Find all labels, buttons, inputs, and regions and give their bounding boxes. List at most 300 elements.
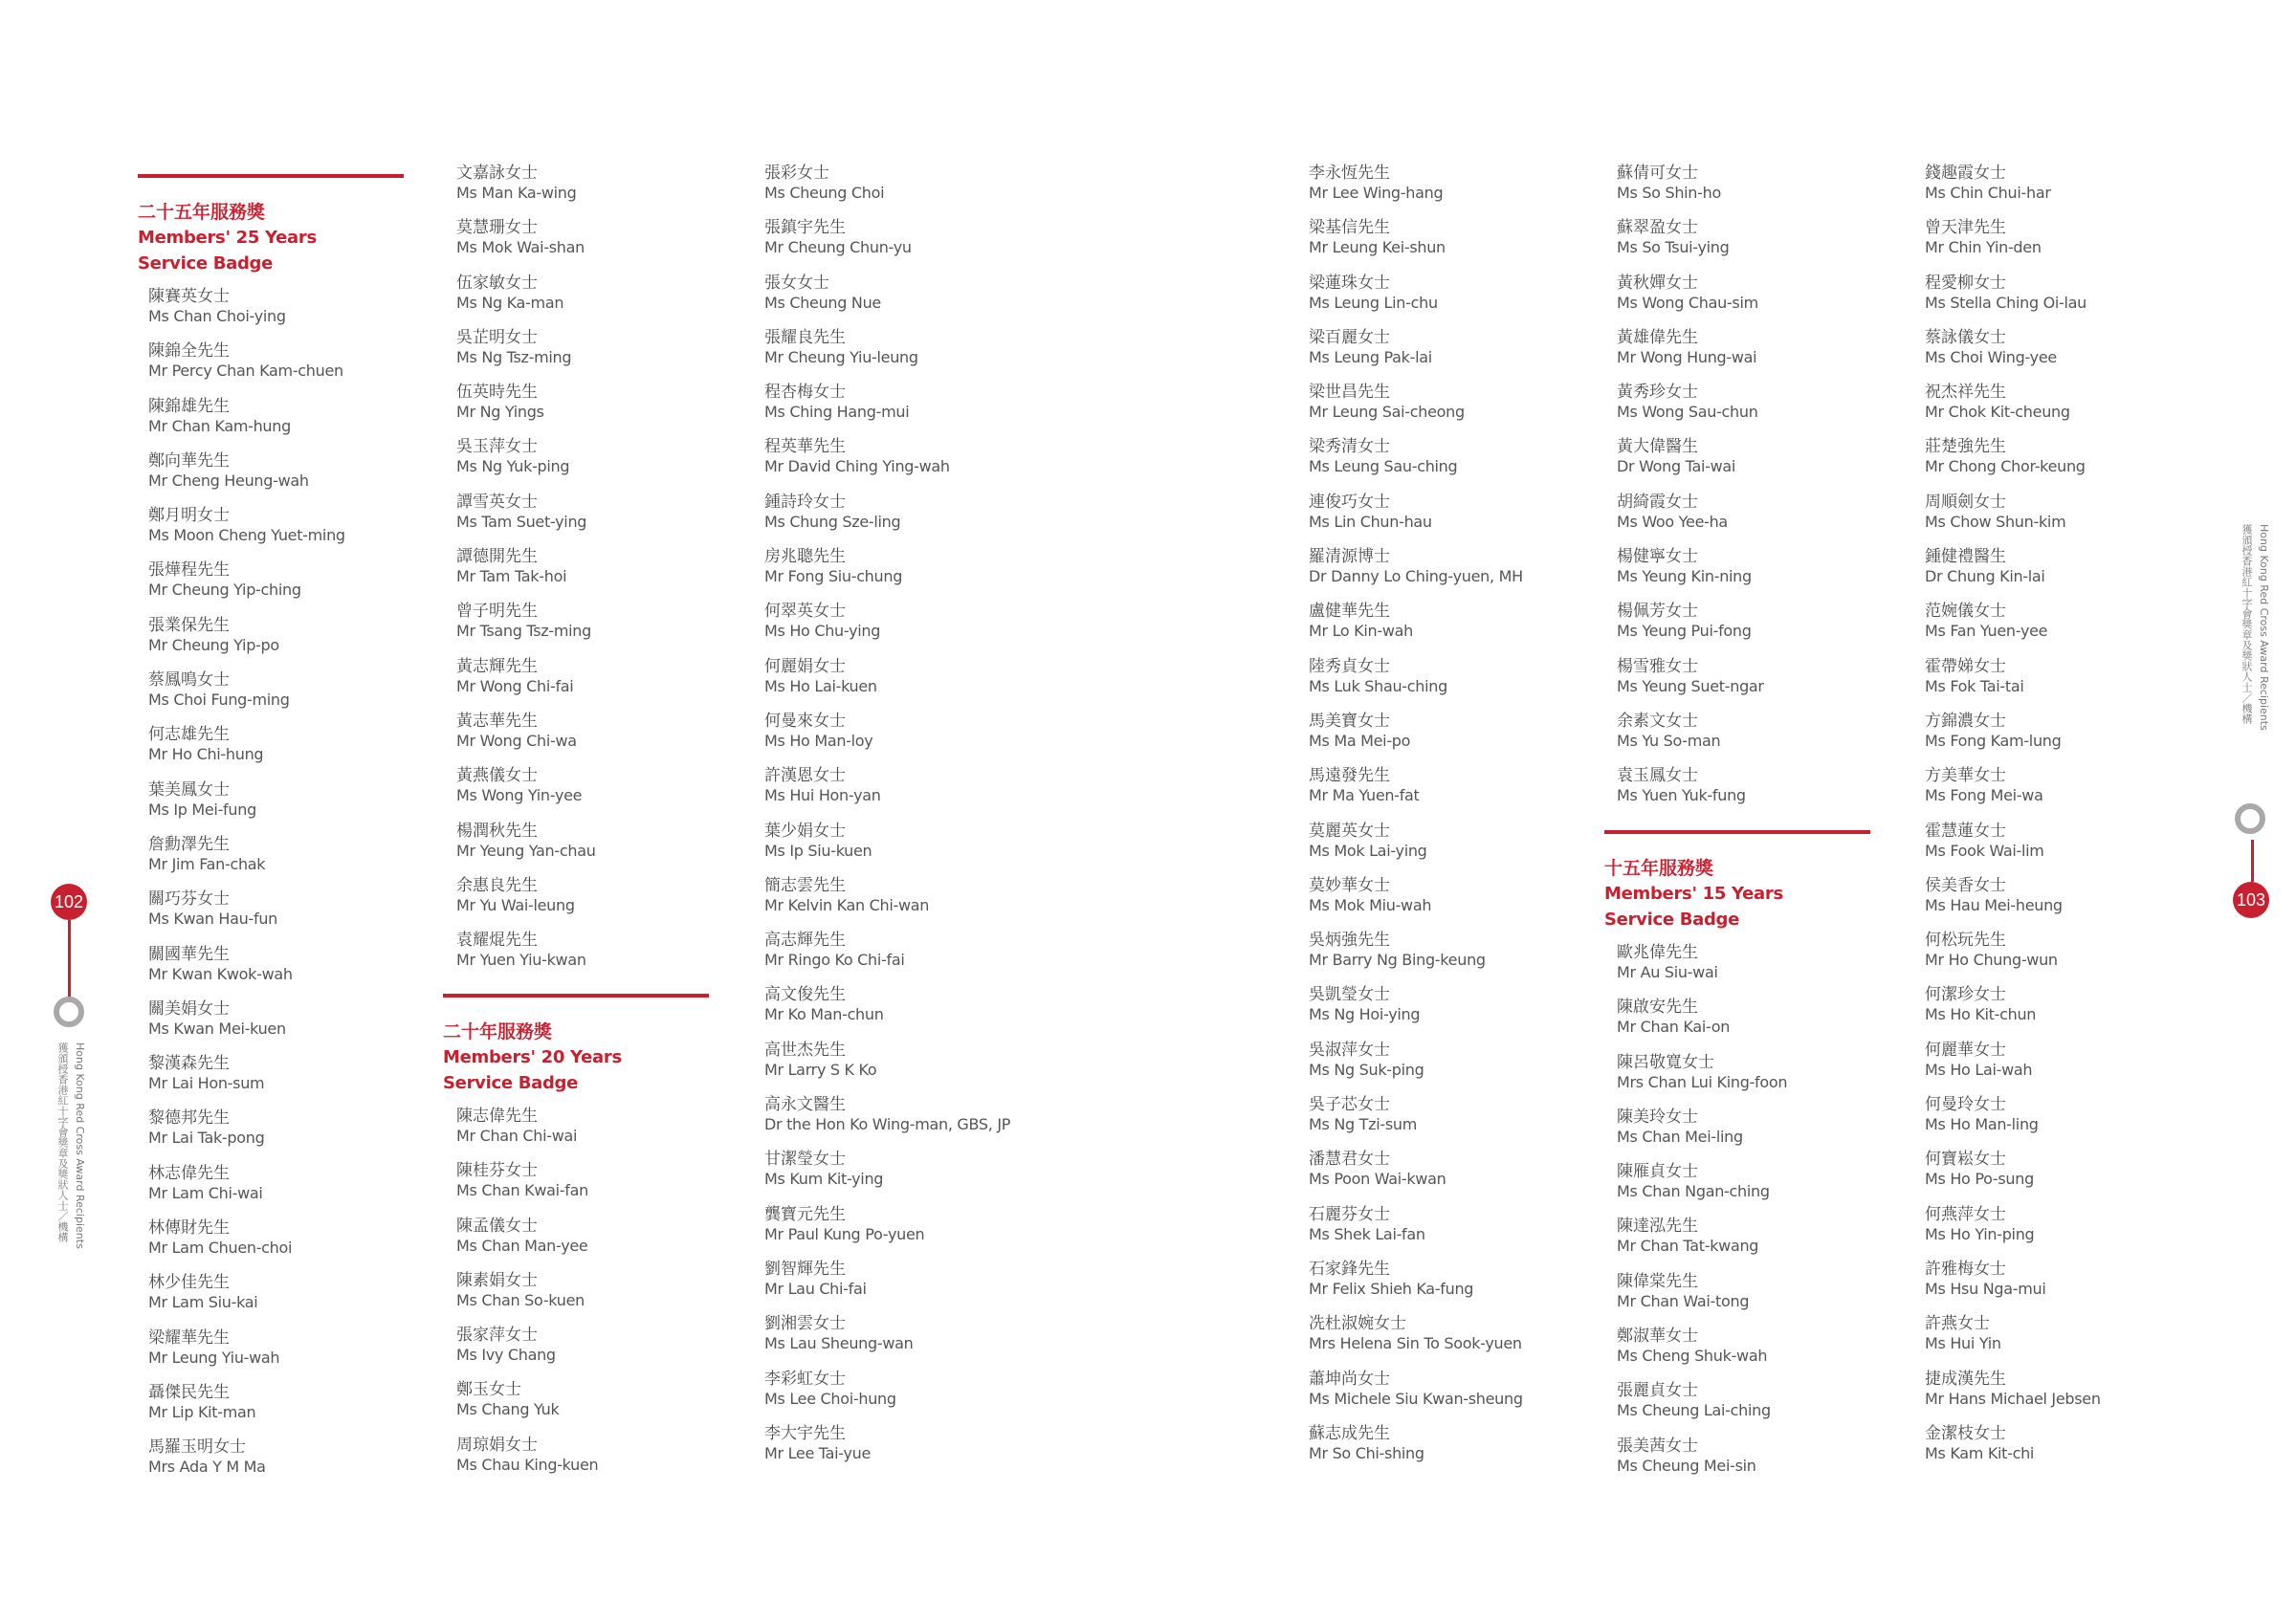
recipient-name-zh: 高永文醫生 [764,1095,846,1115]
recipient-entry [764,1423,1042,1478]
recipient-entry [764,273,1042,327]
recipient-entry [148,1163,426,1217]
recipient-name-en: Ms Moon Cheng Yuet-ming [148,526,345,545]
recipient-name-en: Mr Cheung Yip-ching [148,581,301,600]
recipient-name-en: Mrs Ada Y M Ma [148,1458,266,1477]
recipient-name-zh: 莫妙華女士 [1309,875,1390,895]
recipient-entry [1309,930,1586,984]
recipient-entry [456,1216,734,1270]
recipient-name-zh: 吳炳強先生 [1309,931,1390,951]
recipient-entry [148,779,426,834]
recipient-name-en: Ms Mok Miu-wah [1309,895,1432,914]
recipient-name-en: Mr Lee Tai-yue [764,1443,871,1462]
recipient-name-en: Ms Hui Hon-yan [764,786,881,805]
recipient-entry [148,998,426,1053]
recipient-name-zh: 馬美寶女士 [1309,711,1390,731]
section-title-en: Members' 20 Years [443,1047,622,1067]
recipient-entry [764,436,1042,491]
recipient-name-en: Mr Chin Yin-den [1925,238,2042,257]
recipient-entry [1309,382,1586,436]
recipient-name-en: Ms Chan Kwai-fan [456,1181,588,1200]
recipient-name-en: Ms Chan Ngan-ching [1617,1182,1770,1201]
recipient-name-zh: 何麗娟女士 [764,656,846,676]
page-marker-ring-icon [54,997,84,1027]
section-title-en: Members' 15 Years [1604,884,1783,904]
recipient-name-zh: 梁蓮珠女士 [1309,273,1390,293]
recipient-entry [764,821,1042,875]
recipient-name-en: Mr Kelvin Kan Chi-wan [764,895,930,914]
recipient-entry [1925,327,2202,382]
recipient-name-en: Ms Chan Mei-ling [1617,1127,1743,1146]
recipient-entry [764,711,1042,765]
recipient-entry [1309,1313,1586,1368]
recipient-name-en: Ms Leung Sau-ching [1309,457,1458,476]
recipient-name-zh: 陳呂敬寬女士 [1617,1052,1714,1072]
recipient-entry [1617,942,1894,997]
recipient-entry [1309,546,1586,601]
recipient-entry [148,450,426,505]
recipient-name-en: Ms Ho Kit-chun [1925,1005,2037,1024]
recipient-name-zh: 詹勳澤先生 [148,834,230,854]
recipient-name-zh: 何志雄先生 [148,725,230,745]
recipient-name-zh: 何曼玲女士 [1925,1095,2006,1115]
recipient-entry [1925,1369,2202,1423]
section-title-zh: 十五年服務獎 [1604,858,1714,879]
recipient-entry [1617,1216,1894,1270]
recipient-name-en: Dr Chung Kin-lai [1925,567,2045,586]
recipient-name-en: Ms Choi Fung-ming [148,691,290,710]
recipient-entry [764,382,1042,436]
recipient-name-zh: 程愛柳女士 [1925,273,2006,293]
recipient-entry [1925,1423,2202,1478]
recipient-name-zh: 何寶崧女士 [1925,1150,2006,1170]
recipient-name-en: Mr Tsang Tsz-ming [456,622,591,641]
recipient-name-zh: 黃燕儀女士 [456,766,538,786]
recipient-name-zh: 冼杜淑婉女士 [1309,1314,1406,1334]
recipient-name-zh: 關美娟女士 [148,998,230,1019]
recipient-name-en: Mr Ma Yuen-fat [1309,786,1420,805]
recipient-entry [1925,163,2202,217]
section-title-en: Service Badge [1604,910,1740,930]
recipient-name-zh: 陳雁貞女士 [1617,1162,1698,1182]
recipient-name-en: Mr Paul Kung Po-yuen [764,1224,925,1243]
recipient-entry [764,546,1042,601]
recipient-name-en: Ms Ho Po-sung [1925,1170,2034,1189]
recipient-entry [764,163,1042,217]
recipient-entry [1617,163,1894,217]
recipient-entry [1925,1040,2202,1094]
recipient-entry [1925,711,2202,765]
recipient-entry [1925,273,2202,327]
recipient-entry [1925,1094,2202,1149]
recipient-name-zh: 譚德開先生 [456,547,538,567]
recipient-entry [764,875,1042,930]
recipient-name-en: Ms Cheung Nue [764,293,881,312]
recipient-name-en: Ms Fan Yuen-yee [1925,622,2048,641]
recipient-name-en: Ms Ng Suk-ping [1309,1060,1424,1079]
recipient-entry [764,1094,1042,1149]
recipient-entry [148,669,426,724]
recipient-name-zh: 黎德邦先生 [148,1108,230,1129]
recipient-entry [456,930,734,984]
recipient-name-zh: 蔡詠儀女士 [1925,327,2006,347]
recipient-name-en: Mr David Ching Ying-wah [764,457,950,476]
section-heading-15-years [1604,830,1870,932]
recipient-entry [1925,930,2202,984]
recipient-name-en: Ms Ho Man-ling [1925,1115,2039,1134]
recipient-name-zh: 莫麗英女士 [1309,821,1390,841]
recipient-list-col2b [456,1106,734,1489]
recipient-name-en: Mr Tam Tak-hoi [456,567,567,586]
recipient-entry [456,436,734,491]
recipient-name-zh: 伍英時先生 [456,383,538,403]
recipient-entry [148,396,426,450]
recipient-entry [1309,1094,1586,1149]
recipient-entry [1925,765,2202,820]
recipient-name-zh: 何麗華女士 [1925,1040,2006,1060]
recipient-name-en: Mr Jim Fan-chak [148,854,266,873]
page-number-right: 103 [2233,882,2269,918]
recipient-name-en: Ms Chan So-kuen [456,1290,585,1309]
recipient-entry [456,601,734,655]
recipient-name-en: Ms Man Ka-wing [456,184,577,202]
recipient-name-zh: 程英華先生 [764,437,846,457]
recipient-name-en: Mr Ko Man-chun [764,1005,884,1024]
recipient-entry [1309,492,1586,546]
recipient-entry [1925,1149,2202,1203]
recipient-name-en: Ms Ng Tsz-ming [456,347,572,366]
recipient-entry [148,559,426,614]
recipient-name-zh: 吳淑萍女士 [1309,1040,1390,1060]
recipient-name-en: Mr Lo Kin-wah [1309,622,1413,641]
recipient-entry [1925,1313,2202,1368]
recipient-name-zh: 侯美香女士 [1925,875,2006,895]
recipient-name-zh: 馬羅玉明女士 [148,1437,246,1458]
recipient-name-zh: 張美茜女士 [1617,1436,1698,1456]
recipient-list-col6 [1925,163,2202,1478]
recipient-entry [148,724,426,779]
recipient-list-col4 [1309,163,1586,1478]
recipient-name-zh: 余惠良先生 [456,875,538,895]
recipient-name-en: Ms Luk Shau-ching [1309,676,1447,695]
recipient-name-zh: 捷成漢先生 [1925,1369,2006,1389]
section-rule [138,174,404,178]
recipient-entry [456,327,734,382]
recipient-name-en: Mr Yuen Yiu-kwan [456,951,586,970]
recipient-entry [1617,1380,1894,1435]
recipient-name-zh: 霍帶娣女士 [1925,656,2006,676]
recipient-name-zh: 高世杰先生 [764,1040,846,1060]
recipient-entry [1925,382,2202,436]
recipient-name-en: Mr Lip Kit-man [148,1402,256,1421]
recipient-entry [148,286,426,340]
recipient-name-en: Ms Ng Tzi-sum [1309,1115,1417,1134]
recipient-name-en: Ms Woo Yee-ha [1617,512,1728,531]
recipient-name-en: Mr Chan Chi-wai [456,1127,578,1145]
recipient-name-en: Mr Leung Sai-cheong [1309,403,1465,422]
recipient-entry [1309,1259,1586,1313]
recipient-name-en: Ms Hau Mei-heung [1925,895,2063,914]
recipient-name-zh: 陳素娟女士 [456,1270,538,1290]
recipient-name-en: Dr Danny Lo Ching-yuen, MH [1309,567,1523,586]
recipient-entry [764,217,1042,272]
recipient-name-zh: 袁耀焜先生 [456,931,538,951]
recipient-name-en: Mr Yeung Yan-chau [456,841,596,860]
recipient-entry [1309,765,1586,820]
recipient-entry [456,1435,734,1489]
recipient-name-en: Ms Leung Pak-lai [1309,347,1432,366]
recipient-entry [1617,1271,1894,1326]
recipient-name-en: Mr Lee Wing-hang [1309,184,1444,202]
recipient-entry [1925,656,2202,711]
recipient-entry [764,1149,1042,1203]
recipient-name-zh: 方錦濃女士 [1925,711,2006,731]
recipient-name-en: Ms So Tsui-ying [1617,238,1730,257]
recipient-name-zh: 陳美玲女士 [1617,1107,1698,1127]
recipient-entry [1309,1040,1586,1094]
recipient-name-zh: 程杏梅女士 [764,383,846,403]
recipient-name-zh: 曾子明先生 [456,602,538,622]
recipient-entry [1309,327,1586,382]
recipient-name-en: Ms Ng Yuk-ping [456,457,570,476]
section-rule [443,994,709,998]
recipient-name-zh: 高志輝先生 [764,931,846,951]
recipient-name-en: Mr Leung Yiu-wah [148,1348,280,1367]
recipient-entry [456,273,734,327]
recipient-entry [1925,821,2202,875]
recipient-name-en: Mr Lau Chi-fai [764,1279,867,1298]
recipient-name-en: Ms Ip Mei-fung [148,800,256,819]
recipient-entry [1309,1369,1586,1423]
recipient-name-en: Ms Poon Wai-kwan [1309,1170,1446,1189]
recipient-name-en: Mr Lam Chi-wai [148,1183,263,1202]
recipient-name-zh: 黎漢森先生 [148,1054,230,1074]
recipient-name-zh: 莊楚強先生 [1925,437,2006,457]
recipient-name-zh: 曾天津先生 [1925,218,2006,238]
recipient-name-en: Ms Fong Kam-lung [1925,731,2062,750]
recipient-entry [1617,436,1894,491]
recipient-name-en: Ms Kum Kit-ying [764,1170,884,1189]
recipient-name-zh: 龔寶元先生 [764,1204,846,1224]
recipient-name-zh: 李彩虹女士 [764,1369,846,1389]
recipient-entry [1925,546,2202,601]
recipient-entry [1925,984,2202,1039]
recipient-name-en: Mr Wong Chi-fai [456,676,574,695]
recipient-name-zh: 葉少娟女士 [764,821,846,841]
recipient-name-en: Mr Cheung Yip-po [148,635,279,654]
recipient-name-zh: 陳賽英女士 [148,287,230,306]
recipient-entry [1617,1326,1894,1380]
recipient-name-en: Ms Ng Ka-man [456,293,564,312]
recipient-entry [764,656,1042,711]
recipient-name-en: Mrs Chan Lui King-foon [1617,1072,1788,1091]
recipient-entry [1617,546,1894,601]
recipient-name-en: Mr Ringo Ko Chi-fai [764,951,905,970]
recipient-entry [148,888,426,943]
recipient-name-en: Ms Yuen Yuk-fung [1617,786,1746,805]
recipient-name-zh: 石麗芬女士 [1309,1204,1390,1224]
recipient-entry [456,765,734,820]
recipient-entry [1617,601,1894,655]
recipient-name-zh: 黃大偉醫生 [1617,437,1698,457]
recipient-name-en: Ms Cheung Lai-ching [1617,1401,1771,1420]
recipient-name-en: Ms Cheng Shuk-wah [1617,1347,1768,1366]
recipient-name-en: Mr So Chi-shing [1309,1443,1424,1462]
recipient-name-zh: 馬遠發先生 [1309,766,1390,786]
recipient-entry [1617,1161,1894,1216]
recipient-name-zh: 盧健華先生 [1309,602,1390,622]
section-heading-25-years [138,174,404,276]
recipient-name-zh: 何曼來女士 [764,711,846,731]
recipient-entry [148,1327,426,1382]
recipient-entry [456,656,734,711]
recipient-name-zh: 高文俊先生 [764,985,846,1005]
recipient-name-en: Ms Chung Sze-ling [764,512,901,531]
recipient-name-en: Ms Mok Lai-ying [1309,841,1427,860]
recipient-name-en: Mr Fong Siu-chung [764,567,903,586]
recipient-name-en: Ms Ng Hoi-ying [1309,1005,1421,1024]
recipient-name-en: Ms Stella Ching Oi-lau [1925,293,2087,312]
recipient-entry [148,1382,426,1437]
recipient-entry [1309,821,1586,875]
recipient-name-zh: 林少佳先生 [148,1273,230,1293]
recipient-entry [1309,875,1586,930]
recipient-name-en: Mr Percy Chan Kam-chuen [148,362,343,381]
recipient-name-zh: 蘇翠盈女士 [1617,218,1698,238]
recipient-name-en: Ms Yu So-man [1617,731,1721,750]
recipient-name-zh: 陳錦雄先生 [148,396,230,416]
recipient-name-zh: 鍾健禮醫生 [1925,547,2006,567]
recipient-name-en: Mr Lam Chuen-choi [148,1239,293,1258]
recipient-name-en: Mr Wong Hung-wai [1617,347,1757,366]
section-title-en: Service Badge [443,1073,579,1093]
recipient-entry [1925,217,2202,272]
recipient-entry [1309,1204,1586,1259]
recipient-name-en: Ms Kwan Mei-kuen [148,1019,286,1038]
recipient-name-zh: 陳啟安先生 [1617,998,1698,1018]
recipient-name-zh: 譚雪英女士 [456,492,538,512]
recipient-list-col5a [1617,163,1894,821]
recipient-entry [456,382,734,436]
recipient-name-zh: 陳錦全先生 [148,341,230,362]
recipient-name-en: Mr Barry Ng Bing-keung [1309,951,1486,970]
recipient-entry [1309,436,1586,491]
recipient-name-zh: 吳子芯女士 [1309,1095,1390,1115]
recipient-name-en: Mr Au Siu-wai [1617,963,1718,981]
recipient-name-zh: 胡綺霞女士 [1617,492,1698,512]
recipient-entry [1925,601,2202,655]
recipient-name-en: Mr Felix Shieh Ka-fung [1309,1279,1474,1298]
recipient-entry [1617,656,1894,711]
recipient-name-zh: 羅清源博士 [1309,547,1390,567]
recipient-entry [1309,1423,1586,1478]
recipient-entry [148,1053,426,1108]
recipient-name-zh: 甘潔瑩女士 [764,1150,846,1170]
recipient-name-zh: 劉湘雲女士 [764,1314,846,1334]
recipient-entry [456,1379,734,1434]
recipient-name-en: Mr Chan Kam-hung [148,416,291,435]
section-title-en: Service Badge [138,253,274,274]
recipient-name-zh: 鄭向華先生 [148,450,230,471]
recipient-entry [148,944,426,998]
recipient-entry [148,1437,426,1491]
recipient-name-en: Ms Yeung Suet-ngar [1617,676,1764,695]
recipient-name-en: Mr Ng Yings [456,403,544,422]
page-number-left: 102 [51,884,87,920]
recipient-name-zh: 何松玩先生 [1925,931,2006,951]
recipient-entry [1309,1149,1586,1203]
recipient-name-zh: 范婉儀女士 [1925,602,2006,622]
recipient-name-zh: 金潔枝女士 [1925,1423,2006,1443]
recipient-entry [1925,436,2202,491]
recipient-name-en: Mr Cheung Yiu-leung [764,347,918,366]
recipient-entry [1617,273,1894,327]
recipient-entry [764,930,1042,984]
recipient-entry [456,711,734,765]
recipient-name-en: Ms Chang Yuk [456,1400,560,1419]
recipient-entry [1617,765,1894,820]
recipient-entry [456,1160,734,1215]
recipient-name-en: Ms Ho Lai-wah [1925,1060,2033,1079]
recipient-name-en: Mr Cheung Chun-yu [764,238,912,257]
recipient-name-zh: 張彩女士 [764,164,829,183]
recipient-entry [1617,1107,1894,1161]
recipient-name-zh: 歐兆偉先生 [1617,943,1698,962]
recipient-name-en: Mr Cheng Heung-wah [148,471,309,490]
recipient-name-en: Ms Mok Wai-shan [456,238,585,257]
recipient-name-en: Ms Chan Choi-ying [148,307,286,325]
side-caption-zh-left: 獲頒授香港紅十字會獎章及獎狀人士／機構 [56,1042,69,1242]
recipient-name-en: Ms Hui Yin [1925,1334,2001,1353]
recipient-name-en: Ms Fong Mei-wa [1925,786,2043,805]
recipient-name-en: Ms Shek Lai-fan [1309,1224,1425,1243]
recipient-name-zh: 伍家敏女士 [456,273,538,293]
recipient-name-en: Ms Lee Choi-hung [764,1389,896,1408]
recipient-name-en: Ms Chow Shun-kim [1925,512,2066,531]
side-caption-zh-right: 獲頒授香港紅十字會獎章及獎狀人士／機構 [2241,524,2253,724]
recipient-name-zh: 關巧芬女士 [148,889,230,910]
recipient-entry [1309,217,1586,272]
recipient-entry [148,834,426,888]
recipient-name-zh: 張女女士 [764,273,829,293]
recipient-name-zh: 黃秀珍女士 [1617,383,1698,403]
recipient-name-zh: 陳志偉先生 [456,1107,538,1126]
recipient-name-zh: 陳桂芬女士 [456,1161,538,1181]
recipient-name-zh: 楊雪雅女士 [1617,656,1698,676]
recipient-name-zh: 吳玉萍女士 [456,437,538,457]
recipient-name-en: Mr Chan Wai-tong [1617,1291,1750,1310]
recipient-name-zh: 張業保先生 [148,615,230,635]
recipient-name-zh: 蘇志成先生 [1309,1423,1390,1443]
recipient-name-en: Ms Hsu Nga-mui [1925,1279,2046,1298]
recipient-entry [1617,217,1894,272]
recipient-entry [1309,711,1586,765]
recipient-name-zh: 陳達泓先生 [1617,1217,1698,1237]
recipient-name-zh: 莫慧珊女士 [456,218,538,238]
recipient-name-en: Ms Kwan Hau-fun [148,910,278,929]
recipient-entry [1309,163,1586,217]
recipient-name-en: Ms Ho Lai-kuen [764,676,877,695]
recipient-list-col3 [764,163,1042,1478]
recipient-name-en: Ms Fook Wai-lim [1925,841,2044,860]
recipient-name-en: Ms Ma Mei-po [1309,731,1411,750]
recipient-name-zh: 何燕萍女士 [1925,1204,2006,1224]
recipient-entry [1617,997,1894,1051]
recipient-name-zh: 鄭淑華女士 [1617,1327,1698,1347]
recipient-name-zh: 葉美鳳女士 [148,779,230,800]
recipient-entry [456,875,734,930]
recipient-name-zh: 張家萍女士 [456,1326,538,1346]
